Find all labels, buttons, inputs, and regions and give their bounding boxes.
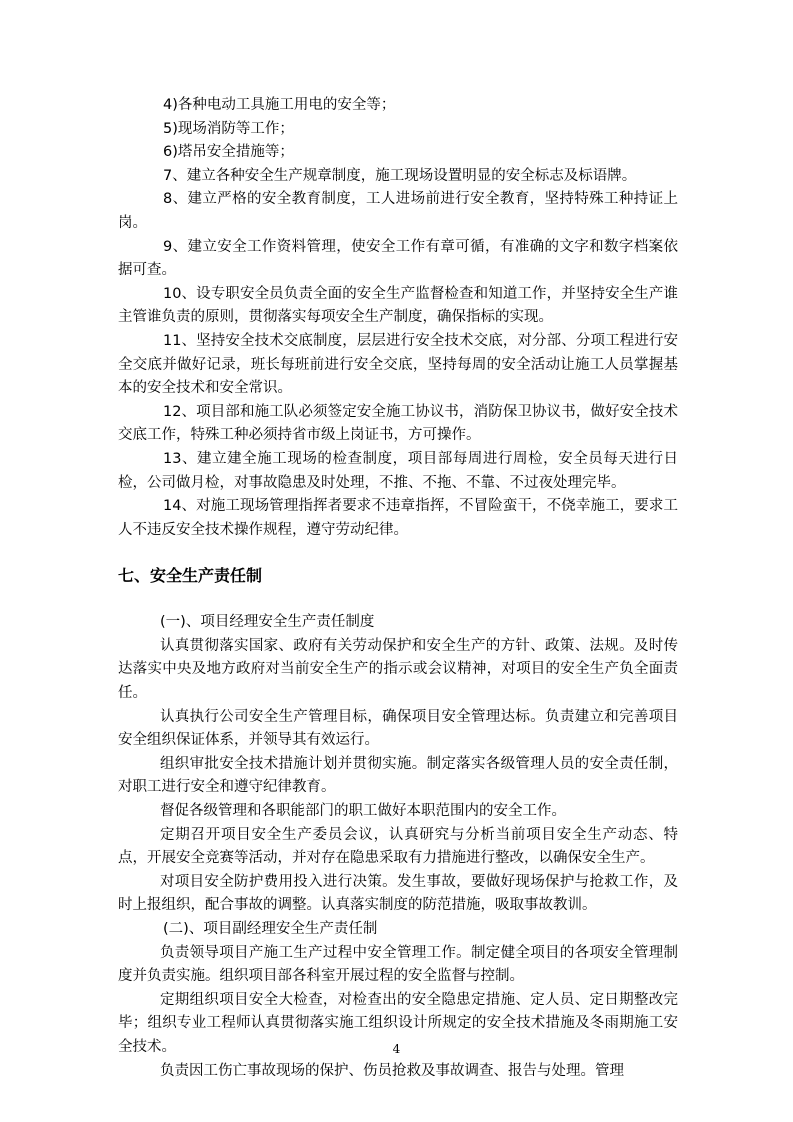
list-item: 5)现场消防等工作；	[163, 120, 294, 137]
paragraph: 定期召开项目安全生产委员会议，认真研究与分析当前项目安全生产动态、特点，开展安全竞赛等活动，并对存在隐患采取有力措施进行整改，以确保安全生产。	[118, 826, 678, 867]
paragraph: 负责领导项目产施工生产过程中安全管理工作。制定健全项目的各项安全管理制度并负责实施。组织项目部各科室开展过程的安全监督与控制。	[118, 944, 678, 985]
paragraph: 认真执行公司安全生产管理目标，确保项目安全管理达标。负责建立和完善项目安全组织保证体系，并领导其有效运行。	[118, 708, 678, 749]
rule-item-13: 13、建立建全施工现场的检查制度，项目部每周进行周检，安全员每天进行日检，公司做月检，对事故隐患及时处理，不推、不拖、不靠、不过夜处理完毕。	[118, 450, 678, 491]
rule-item-12: 12、项目部和施工队必须签定安全施工协议书，消防保卫协议书，做好安全技术交底工作，特殊工种必须持省市级上岗证书，方可操作。	[118, 403, 678, 444]
list-item: 6)塔吊安全措施等；	[163, 144, 294, 161]
rule-item-7: 7、建立各种安全生产规章制度，施工现场设置明显的安全标志及标语牌。	[163, 167, 637, 184]
paragraph: 对项目安全防护费用投入进行决策。发生事故，要做好现场保护与抢救工作，及时上报组织，配合事故的调整。认真落实制度的防范措施，吸取事故教训。	[118, 873, 678, 914]
paragraph: 负责因工伤亡事故现场的保护、伤员抢救及事故调查、报告与处理。管理	[160, 1062, 624, 1079]
paragraph: 定期组织项目安全大检查，对检查出的安全隐患定措施、定人员、定日期整改完毕；组织专业工程师认真贯彻落实施工组织设计所规定的安全技术措施及冬雨期施工安全技术。	[118, 991, 678, 1055]
rule-item-11: 11、坚持安全技术交底制度，层层进行安全技术交底，对分部、分项工程进行安全交底并做好记录，班长每班前进行安全交底，坚持每周的安全活动让施工人员掌握基本的安全技术和安全常识。	[118, 332, 678, 397]
subsection-title-deputy-manager: (二)、项目副经理安全生产责任制	[163, 921, 378, 937]
subsection-title-project-manager: (一)、项目经理安全生产责任制度	[160, 614, 375, 631]
page-number: 4	[392, 1042, 401, 1056]
rule-item-10: 10、设专职安全员负责全面的安全生产监督检查和知道工作，并坚持安全生产谁主管谁负责的原则，贯彻落实每项安全生产制度，确保指标的实现。	[118, 285, 678, 326]
spacer	[118, 542, 678, 564]
page-content	[118, 94, 678, 1083]
rule-item-8: 8、建立严格的安全教育制度，工人进场前进行安全教育，坚持特殊工种持证上岗。	[118, 191, 678, 231]
list-item: 4)各种电动工具施工用电的安全等；	[163, 97, 396, 113]
paragraph: 督促各级管理和各职能部门的职工做好本职范围内的安全工作。	[160, 803, 566, 820]
spacer	[118, 588, 678, 611]
rule-item-9: 9、建立安全工作资料管理，使安全工作有章可循，有准确的文字和数字档案依 据可查。	[118, 238, 678, 279]
paragraph: 认真贯彻落实国家、政府有关劳动保护和安全生产的方针、政策、法规。及时传达落实中央及地方政府对当前安全生产的指示或会议精神，对项目的安全生产负全面责任。	[118, 637, 678, 702]
rule-item-14: 14、对施工现场管理指挥者要求不违章指挥，不冒险蛮干，不侥幸施工，要求工人不违反安全技术操作规程，遵守劳动纪律。	[118, 498, 678, 538]
section-heading: 七、安全生产责任制	[118, 566, 263, 586]
paragraph: 组织审批安全技术措施计划并贯彻实施。制定落实各级管理人员的安全责任制，对职工进行安全和遵守纪律教育。	[118, 755, 678, 796]
